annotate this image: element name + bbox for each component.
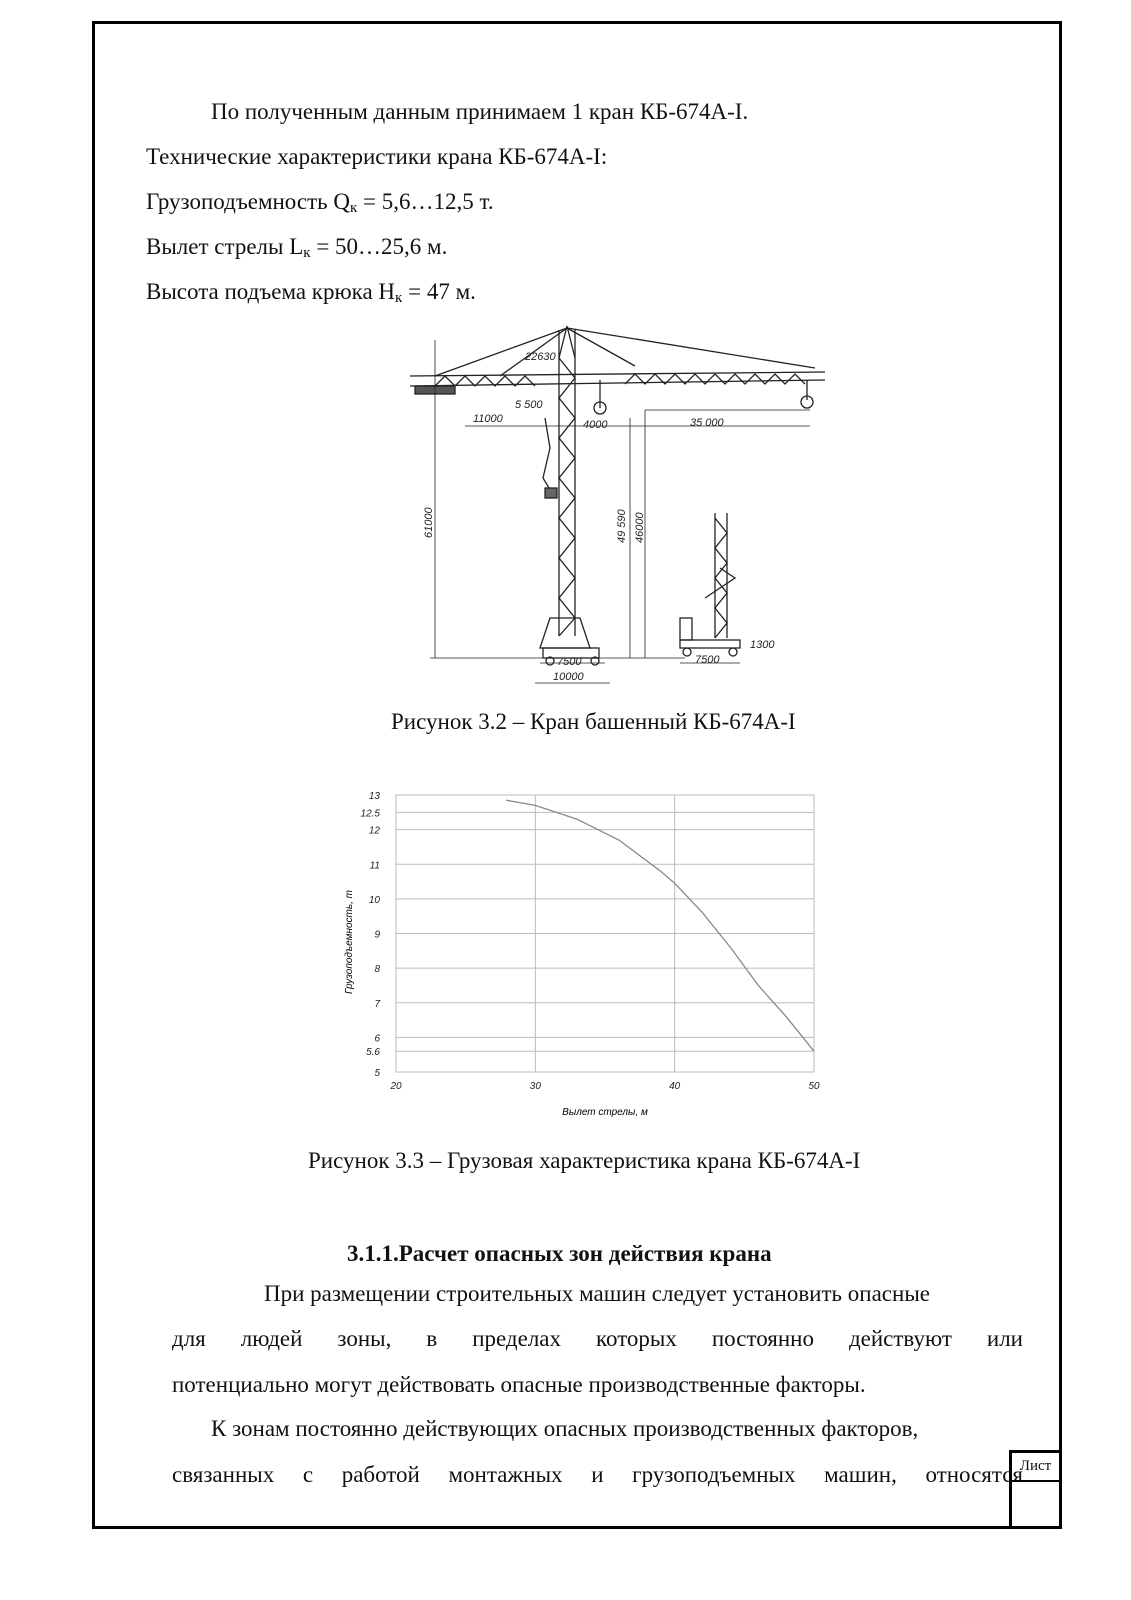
- crane-drawing: [405, 318, 835, 690]
- reach-value: = 50…25,6 м.: [310, 234, 448, 259]
- paragraph-2-line-1: К зонам постоянно действующих опасных производственных факторов,: [211, 1416, 919, 1441]
- y-tick-label: 6: [374, 1033, 380, 1045]
- x-axis-label: Вылет стрелы, м: [562, 1107, 648, 1118]
- y-tick-label: 8: [374, 964, 380, 976]
- paragraph-2-line-2: связанных с работой монтажных и грузоподъемных машин, относятся: [172, 1462, 1023, 1487]
- x-tick-label: 50: [808, 1081, 820, 1092]
- y-tick-label: 5.6: [366, 1047, 380, 1059]
- y-tick-label: 12: [368, 825, 380, 837]
- x-tick-label: 30: [529, 1081, 541, 1092]
- dim-7500-a: 7500: [557, 656, 582, 668]
- dim-22630: 22630: [525, 351, 556, 363]
- capacity-subscript: к: [350, 200, 358, 216]
- dim-10000: 10000: [553, 671, 584, 683]
- y-tick-label: 11: [369, 860, 380, 872]
- dim-1300: 1300: [750, 639, 775, 651]
- y-tick-label: 10: [368, 894, 380, 906]
- reach-line: [146, 234, 447, 262]
- text-line-2: Технические характеристики крана КБ-674А-I:: [146, 144, 608, 169]
- capacity-value: = 5,6…12,5 т.: [357, 189, 494, 214]
- paragraph-1-line-3: потенциально могут действовать опасные производственные факторы.: [172, 1372, 866, 1397]
- text-line-1: По полученным данным принимаем 1 кран КБ-674А-I.: [211, 99, 749, 124]
- dim-46000: 46000: [634, 512, 646, 543]
- x-tick-label: 20: [390, 1081, 402, 1092]
- capacity-line: [146, 189, 494, 217]
- y-tick-label: 13: [368, 791, 380, 802]
- x-tick-label: 40: [669, 1081, 681, 1092]
- load-chart: [330, 780, 840, 1125]
- load-curve: [506, 800, 814, 1051]
- height-line: [146, 279, 476, 307]
- dim-5500: 5 500: [515, 399, 543, 411]
- reach-subscript: к: [303, 245, 311, 261]
- capacity-label: Грузоподъемность Q: [146, 189, 350, 214]
- dim-7500-b: 7500: [695, 654, 720, 666]
- sheet-stamp: [1009, 1450, 1062, 1529]
- y-tick-label: 5: [374, 1068, 380, 1079]
- figure-3-3-caption: Рисунок 3.3 – Грузовая характеристика крана КБ-674А-I: [308, 1148, 861, 1173]
- paragraph-1-line-1: При размещении строительных машин следует установить опасные: [264, 1281, 930, 1306]
- dim-35000: 35 000: [690, 417, 724, 429]
- dim-49590: 49 590: [616, 509, 628, 543]
- dim-61000: 61000: [423, 507, 435, 538]
- figure-3-2-caption: Рисунок 3.2 – Кран башенный КБ-674А-I: [391, 709, 796, 734]
- height-label: Высота подъема крюка H: [146, 279, 396, 304]
- dim-4000: 4000: [583, 419, 608, 431]
- section-heading: 3.1.1.Расчет опасных зон действия крана: [347, 1241, 772, 1266]
- y-axis-label: Грузоподъемность, т: [344, 890, 355, 994]
- sheet-label: Лист: [1012, 1453, 1059, 1482]
- dim-11000: 11000: [473, 413, 503, 425]
- paragraph-1-line-2: для людей зоны, в пределах которых постоянно действуют или: [172, 1326, 1023, 1351]
- y-tick-label: 9: [374, 929, 380, 941]
- height-subscript: к: [395, 290, 403, 306]
- y-tick-label: 7: [374, 998, 380, 1010]
- y-tick-label: 12.5: [360, 808, 380, 820]
- reach-label: Вылет стрелы L: [146, 234, 304, 259]
- height-value: = 47 м.: [402, 279, 476, 304]
